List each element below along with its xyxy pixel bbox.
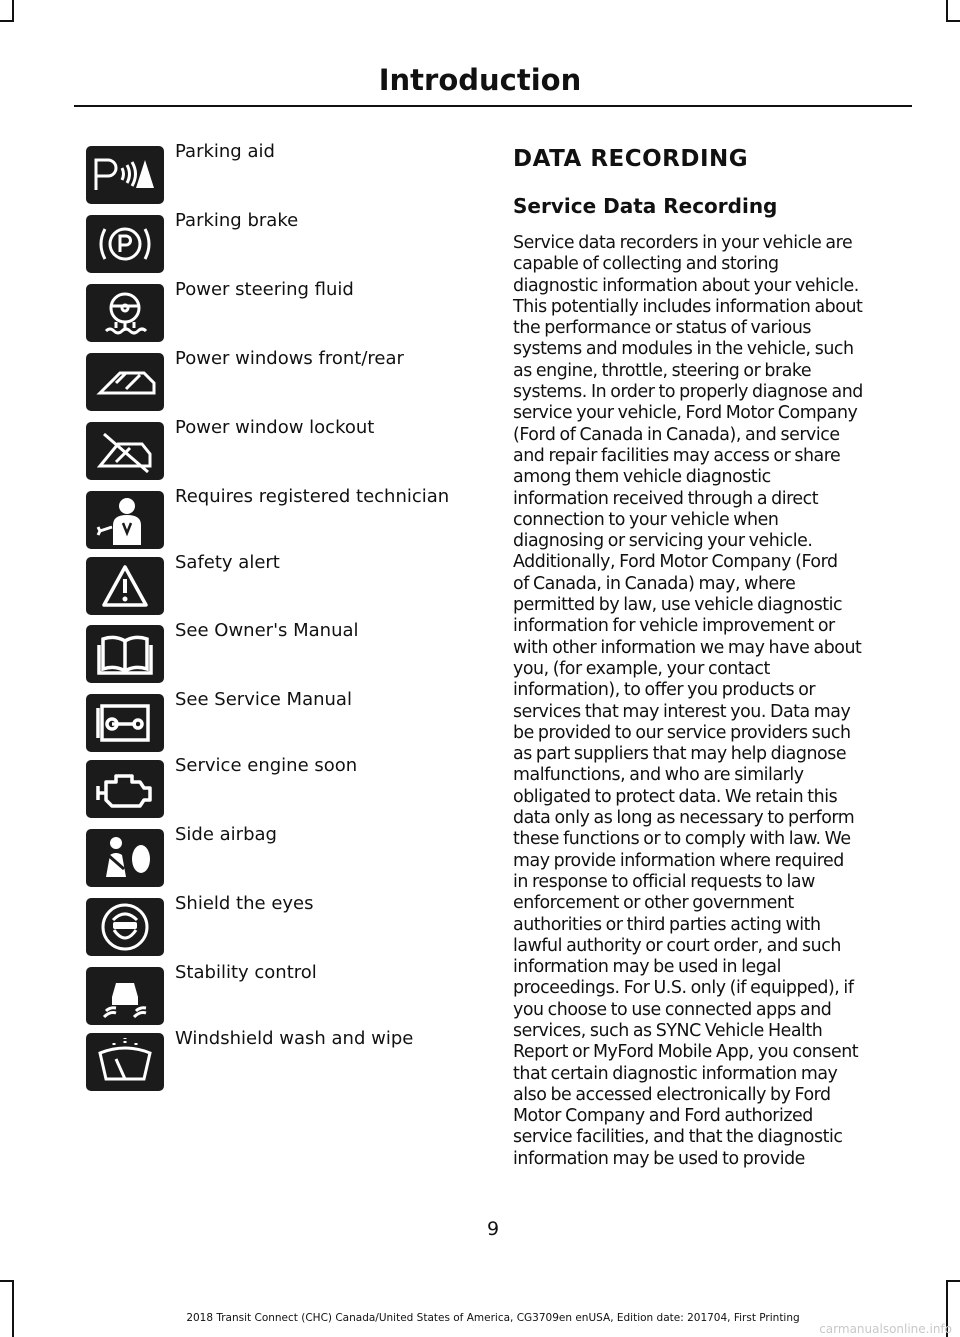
power-window-lockout-icon [86, 422, 164, 480]
body-line: information may be used to provide [513, 1148, 805, 1169]
symbol-label: Power steering fluid [175, 279, 354, 300]
body-line: Report or MyFord Mobile App, you consent [513, 1042, 859, 1063]
crop-mark [946, 20, 960, 22]
body-line: Motor Company and Ford authorized [513, 1106, 813, 1127]
symbol-label: Power windows front/rear [175, 348, 404, 369]
body-line: systems. In order to properly diagnose and [513, 382, 863, 403]
symbol-row-service-engine [86, 755, 466, 822]
parking-aid-icon [86, 146, 164, 204]
body-line: as part suppliers that may help diagnose [513, 744, 847, 765]
body-line: information), to offer you products or [513, 680, 816, 701]
body-line: among them vehicle diagnostic [513, 467, 771, 488]
body-line: and repair facilities may access or share [513, 445, 841, 466]
body-paragraph [513, 233, 907, 1170]
body-line: service facilities, and that the diagnostic [513, 1127, 843, 1148]
body-line: data only as long as necessary to perform [513, 808, 855, 829]
crop-mark [0, 1280, 14, 1282]
power-windows-icon [86, 353, 164, 411]
body-line: with other information we may have about [513, 637, 862, 658]
symbol-row-stability-control [86, 962, 466, 1029]
symbol-row-side-airbag [86, 824, 466, 891]
symbol-label: Stability control [175, 962, 317, 983]
stability-control-icon [86, 967, 164, 1025]
symbol-row-service-manual [86, 689, 466, 756]
body-line: in response to official requests to law [513, 871, 815, 892]
body-line: these functions or to comply with law. We [513, 829, 851, 850]
body-line: Service data recorders in your vehicle are [513, 233, 853, 253]
page-title: Introduction [378, 63, 582, 97]
body-line: obligated to protect data. We retain this [513, 786, 838, 807]
symbol-row-window-lockout [86, 417, 466, 484]
symbol-label: Shield the eyes [175, 893, 314, 914]
body-line: service your vehicle, Ford Motor Company [513, 403, 858, 424]
body-line: systems and modules in the vehicle, such [513, 339, 854, 360]
body-line: This potentially includes information about [513, 296, 863, 317]
body-line: capable of collecting and storing [513, 254, 779, 275]
header-rule [74, 105, 912, 107]
body-line: authorities or third parties acting with [513, 914, 821, 935]
parking-brake-icon [86, 215, 164, 273]
body-line: may provide information where required [513, 850, 844, 871]
symbol-row-safety-alert [86, 552, 466, 619]
body-line: information received through a direct [513, 488, 819, 509]
body-line: of Canada, in Canada) may, where [513, 573, 796, 594]
symbol-row-power-windows [86, 348, 466, 415]
symbol-label: Parking brake [175, 210, 299, 231]
body-line: Additionally, Ford Motor Company (Ford [513, 552, 838, 573]
symbol-row-shield-eyes [86, 893, 466, 960]
body-line: services that may interest you. Data may [513, 701, 851, 722]
body-line: information may be used in legal [513, 957, 781, 978]
symbol-row-owners-manual [86, 620, 466, 687]
body-line: malfunctions, and who are similarly [513, 765, 804, 786]
symbol-label: Side airbag [175, 824, 277, 845]
body-line: that certain diagnostic information may [513, 1063, 838, 1084]
body-line: connection to your vehicle when [513, 509, 779, 530]
symbol-row-registered-technician [86, 486, 466, 553]
watermark: carmanualsonline.info [819, 1322, 952, 1336]
body-line: proceedings. For U.S. only (if equipped), if [513, 978, 854, 999]
body-line: lawful authority or court order, and such [513, 935, 841, 956]
symbol-row-power-steering [86, 279, 466, 346]
symbol-label: Safety alert [175, 552, 280, 573]
service-manual-icon [86, 694, 164, 752]
body-line: the performance or status of various [513, 318, 811, 339]
body-line: be provided to our service providers such [513, 722, 851, 743]
side-airbag-icon [86, 829, 164, 887]
safety-alert-icon [86, 557, 164, 615]
symbol-label: Parking aid [175, 141, 275, 162]
registered-technician-icon [86, 491, 164, 549]
crop-mark [0, 20, 14, 22]
section-title: DATA RECORDING [513, 146, 749, 172]
body-line: information for vehicle improvement or [513, 616, 835, 637]
crop-mark [12, 1280, 14, 1337]
symbol-label: Requires registered technician [175, 486, 450, 507]
symbol-label: See Owner's Manual [175, 620, 359, 641]
crop-mark [946, 0, 948, 20]
symbol-label: See Service Manual [175, 689, 352, 710]
body-line: you choose to use connected apps and [513, 999, 832, 1020]
page-number: 9 [486, 1218, 500, 1240]
body-line: as engine, throttle, steering or brake [513, 360, 812, 381]
subsection-title: Service Data Recording [513, 194, 778, 218]
owners-manual-icon [86, 625, 164, 683]
symbol-label: Windshield wash and wipe [175, 1028, 414, 1049]
body-line: also be accessed electronically by Ford [513, 1084, 831, 1105]
symbol-row-windshield-wash [86, 1028, 466, 1095]
symbol-row-parking-brake [86, 210, 466, 277]
body-line: (Ford of Canada in Canada), and service [513, 424, 840, 445]
body-line: you, (for example, your contact [513, 658, 770, 679]
body-line: permitted by law, use vehicle diagnostic [513, 595, 843, 616]
windshield-wash-wipe-icon [86, 1033, 164, 1091]
body-line: enforcement or other government [513, 893, 794, 914]
service-engine-soon-icon [86, 760, 164, 818]
crop-mark [12, 0, 14, 20]
body-line: diagnostic information about your vehicle. [513, 275, 859, 296]
shield-the-eyes-icon [86, 898, 164, 956]
power-steering-fluid-icon [86, 284, 164, 342]
body-line: services, such as SYNC Vehicle Health [513, 1020, 823, 1041]
symbol-label: Power window lockout [175, 417, 375, 438]
edition-footer: 2018 Transit Connect (CHC) Canada/United States of America, CG3709en enUSA, Edition date: 201704, First Printing [186, 1312, 800, 1324]
symbol-row-parking-aid [86, 141, 466, 208]
body-line: diagnosing or servicing your vehicle. [513, 531, 813, 552]
symbol-label: Service engine soon [175, 755, 358, 776]
crop-mark [946, 1280, 960, 1282]
